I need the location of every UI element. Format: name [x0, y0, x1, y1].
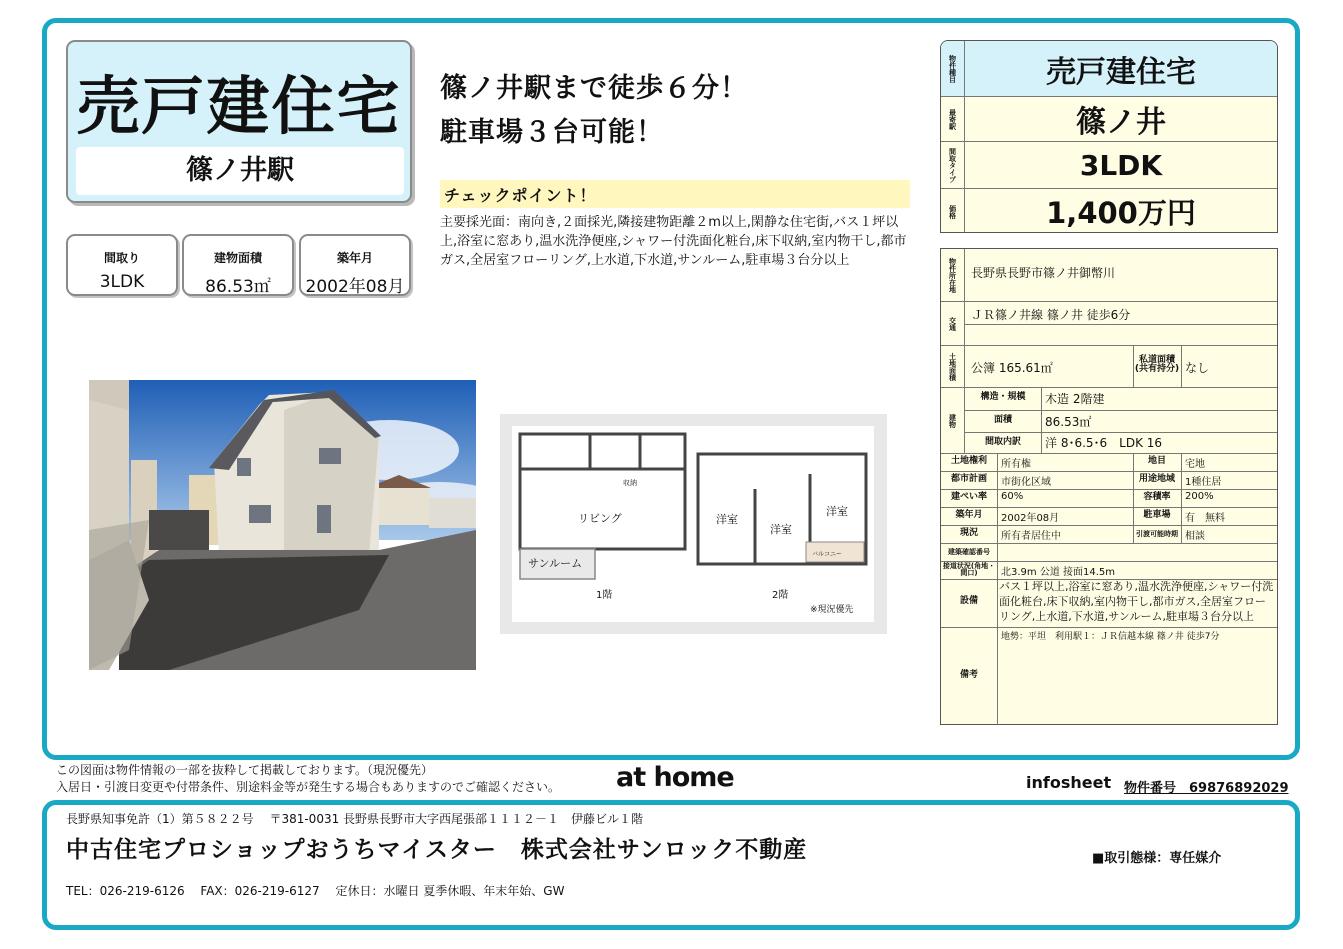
summary-label: 最寄駅: [941, 97, 965, 141]
disclaimer: [56, 762, 560, 796]
land-area-value: 公簿 165.61㎡: [971, 361, 1053, 375]
land-right-label: 土地権利: [950, 456, 987, 466]
stat-label: 建物面積: [213, 251, 262, 265]
area-label: 面積: [993, 415, 1012, 425]
structure-value: 木造 2階建: [1045, 392, 1105, 406]
far-label: 容積率: [1143, 492, 1171, 502]
location-value: 長野県長野市篠ノ井御幣川: [971, 266, 1116, 280]
parking-value: 有 無料: [1185, 513, 1225, 524]
detail-label: 交通: [941, 302, 965, 345]
equipment-value: バス１坪以上,浴室に窓あり,温水洗浄便座,シャワー付洗面化粧台,床下収納,室内物干し,都市ガス,全居室フローリング,上水道,下水道,サンルーム,駐車場３台分以上: [999, 580, 1274, 623]
infosheet-label: infosheet: [1026, 773, 1112, 792]
summary-value-type: 売戸建住宅: [1046, 54, 1196, 90]
private-road-value: なし: [1185, 361, 1210, 375]
parking-label: 駐車場: [1143, 510, 1171, 520]
headline-line-2: 駐車場３台可能！: [440, 117, 664, 148]
layout-label: 間取内訳: [984, 437, 1021, 447]
balcony-label: バルコニー: [812, 551, 843, 558]
floor-plan-note: ※現況優先: [810, 605, 854, 615]
built-value: 2002年08月: [1001, 513, 1060, 524]
room-sunroom-label: サンルーム: [528, 557, 583, 570]
floor-plan: [500, 414, 887, 634]
summary-row-type: [941, 41, 1277, 96]
row-building: [941, 387, 1277, 454]
road-value: 北3.9m 公道 接面14.5m: [1001, 567, 1116, 578]
stat-value: 2002年08月: [305, 277, 405, 297]
license-address: 長野県知事免許（1）第５８２２号 〒381-0031 長野県長野市大字西尾張部１１１２－１ 伊藤ビル１階: [66, 812, 644, 826]
summary-row-station: [941, 96, 1277, 141]
chimoku-value: 宅地: [1185, 459, 1205, 470]
storage-label: 収納: [623, 479, 637, 487]
stat-built-date: [299, 234, 411, 296]
summary-value-price: 1,400万円: [1046, 196, 1196, 230]
handover-label: 引渡可能時期: [1136, 529, 1178, 538]
confirm-label: 建築確認番号: [948, 547, 990, 556]
summary-label: 物件種目: [941, 41, 965, 96]
summary-row-price: [941, 188, 1277, 233]
status-value: 所有者居住中: [1001, 531, 1061, 542]
private-road-label: 私道面積(共有持分): [1134, 355, 1180, 374]
floor-2-label: 2階: [772, 590, 789, 601]
remarks-value: 地勢：平坦 利用駅１：ＪＲ信越本線 篠ノ井 徒歩7分: [1001, 632, 1220, 642]
city-plan-value: 市街化区域: [1001, 477, 1051, 488]
stat-label: 間取り: [103, 251, 140, 265]
summary-row-layout: [941, 141, 1277, 188]
contact-info: TEL：026-219-6126 FAX：026-219-6127 定休日：水曜日 夏季休暇、年末年始、GW: [66, 884, 565, 898]
chimoku-label: 地目: [1147, 456, 1166, 466]
road-label: 接道状況(角地・間口): [942, 562, 996, 577]
row-land-area: [941, 345, 1277, 387]
detail-label: 土地面積: [941, 346, 965, 387]
stat-value: 3LDK: [99, 272, 145, 292]
handover-value: 相談: [1185, 531, 1205, 542]
checkpoint-body: 主要採光面：南向き,２面採光,隣接建物距離２m以上,閑静な住宅街,バス１坪以上,浴室に窓あり,温水洗浄便座,シャワー付洗面化粧台,床下収納,室内物干し,都市ガス,全居室フローリング,上水道,下水道,サンルーム,駐車場３台分以上: [440, 215, 907, 268]
nearest-station-title: 篠ノ井駅: [76, 147, 404, 195]
summary-value-layout: 3LDK: [1079, 148, 1163, 182]
land-right-value: 所有権: [1001, 459, 1031, 470]
disclaimer-line-2: 入居日・引渡日変更や付帯条件、別途料金等が発生する場合もありますのでご確認ください。: [56, 780, 561, 794]
stat-layout: [66, 234, 178, 296]
equipment-label: 設備: [959, 596, 978, 606]
status-label: 現況: [959, 528, 978, 538]
row-location: [941, 249, 1277, 301]
room-western-1-label: 洋室: [716, 513, 738, 526]
zoning-value: 1種住居: [1185, 477, 1222, 488]
row-transport: [941, 301, 1277, 345]
headline-line-1: 篠ノ井駅まで徒歩６分！: [440, 73, 748, 104]
bcr-label: 建ぺい率: [950, 492, 987, 502]
room-living-label: リビング: [578, 512, 622, 525]
title-box: [66, 40, 412, 203]
details-table-upper: [940, 248, 1278, 453]
room-western-2-label: 洋室: [770, 523, 792, 536]
layout-value: 洋 8･6.5･6 LDK 16: [1045, 436, 1163, 450]
remarks-label: 備考: [959, 670, 978, 680]
company-name: 中古住宅プロショップおうちマイスター 株式会社サンロック不動産: [66, 837, 808, 863]
zoning-label: 用途地域: [1138, 474, 1175, 484]
bcr-value: 60%: [1001, 491, 1024, 502]
room-western-3-label: 洋室: [826, 505, 848, 518]
disclaimer-line-1: この図面は物件情報の一部を抜粋して掲載しております。（現況優先）: [56, 763, 434, 777]
structure-label: 構造・規模: [980, 392, 1026, 402]
checkpoint-heading: チェックポイント！: [440, 180, 910, 208]
area-value: 86.53㎡: [1045, 415, 1092, 429]
deal-type: ■取引態様：専任媒介: [1092, 851, 1222, 866]
floor-1-label: 1階: [596, 590, 613, 601]
house-photo: [89, 380, 476, 670]
athome-logo: at home: [616, 762, 734, 793]
stat-value: 86.53㎡: [205, 277, 271, 297]
summary-table: [940, 40, 1278, 233]
detail-label: 建物: [941, 388, 965, 454]
summary-label: 価格: [941, 189, 965, 233]
summary-value-station: 篠ノ井: [1076, 105, 1166, 140]
far-value: 200%: [1185, 491, 1214, 502]
stat-label: 築年月: [336, 251, 373, 265]
built-label: 築年月: [955, 510, 983, 520]
details-table-lower: [940, 453, 1278, 725]
property-type-title: 売戸建住宅: [76, 70, 402, 143]
transport-value: ＪＲ篠ノ井線 篠ノ井 徒歩6分: [971, 308, 1131, 322]
detail-label: 物件所在地: [941, 249, 965, 301]
property-number: 物件番号 69876892029: [1124, 781, 1289, 796]
stat-building-area: [182, 234, 294, 296]
summary-label: 間取タイプ: [941, 142, 965, 188]
city-plan-label: 都市計画: [950, 474, 987, 484]
